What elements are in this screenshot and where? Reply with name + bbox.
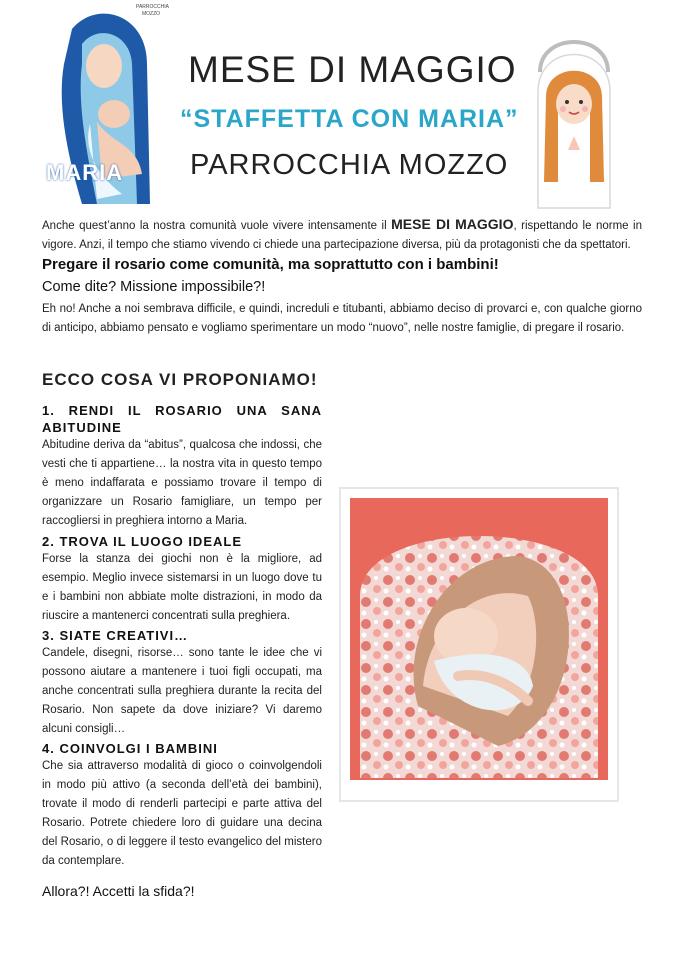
intro-answer: Eh no! Anche a noi sembrava difficile, e quindi, increduli e titubanti, abbiamo deciso di provarci e, con qualche giorno di anticipo, abbiamo pensato e vogliamo sperimentare un modo “nuovo”, nelle nostre famiglie, di pregare il rosario. bbox=[42, 303, 642, 334]
madonna-child-picture bbox=[338, 486, 620, 803]
proposals-heading: ECCO COSA VI PROPONIAMO! bbox=[42, 370, 318, 389]
parish-name: PARROCCHIA MOZZO bbox=[190, 149, 509, 181]
proposal-3-title: 3. SIATE CREATIVI… bbox=[42, 628, 189, 643]
proposal-3 bbox=[42, 627, 322, 739]
proposal-3-text: Candele, disegni, risorse… sono tante le idee che vi possono aiutare a mantenere i tuoi figli occupati, ma anche concentrati sulla preghiera durante la recita del Rosario. Non sapete da dove iniziare? Vi daremo alcuni consigli… bbox=[42, 647, 322, 735]
page-subtitle: “STAFFETTA CON MARIA” bbox=[180, 105, 519, 133]
proposal-1-text: Abitudine deriva da “abitus”, qualcosa che indossi, che vesti che ti appartiene… la nostra vita in questo tempo è meno indaffarata e possiamo trovare il tempo di organizzare un Rosario famigliare, un tempo per raccogliersi in preghiera intorno a Maria. bbox=[42, 439, 322, 527]
intro-question: Come dite? Missione impossibile?! bbox=[42, 279, 266, 295]
proposal-2-text: Forse la stanza dei giochi non è la migliore, ad esempio. Meglio invece sistemarsi in un luogo dove tu e i bambini non abbiate molte distrazioni, in modo da riuscire a mantenerci concentrati sulla preghiera. bbox=[42, 553, 322, 622]
proposal-4-title: 4. COINVOLGI I BAMBINI bbox=[42, 741, 218, 756]
intro-heading: Pregare il rosario come comunità, ma soprattutto con i bambini! bbox=[42, 256, 499, 273]
highlight-month: MESE DI MAGGIO bbox=[391, 216, 514, 232]
proposal-2 bbox=[42, 533, 322, 626]
intro-paragraph: Anche quest’anno la nostra comunità vuole vivere intensamente il MESE DI MAGGIO, rispettando le norme in vigore. Anzi, il tempo che stiamo vivendo ci chiede una partecipazione diversa, più da protagonisti che da spettatori. bbox=[42, 216, 642, 251]
logo-word: MARIA bbox=[46, 160, 124, 185]
proposal-1-title: 1. RENDI IL ROSARIO UNA SANA ABITUDINE bbox=[42, 403, 322, 435]
page-title: MESE DI MAGGIO bbox=[188, 49, 517, 90]
proposal-1 bbox=[42, 402, 322, 531]
mary-doll-illustration bbox=[528, 32, 620, 210]
closing-question: Allora?! Accetti la sfida?! bbox=[42, 883, 195, 899]
logo-small-text: PARROCCHIA MOZZO bbox=[136, 4, 169, 17]
proposal-2-title: 2. TROVA IL LUOGO IDEALE bbox=[42, 534, 242, 549]
proposal-4-text: Che sia attraverso modalità di gioco o coinvolgendoli in modo più attivo (a seconda dell’età dei bambini), trovate il modo di renderli partecipi e parte attiva del Rosario. Potrete chiedere loro di guidare una decina del Rosario, o di leggere il testo evangelico del mistero da contemplare. bbox=[42, 760, 322, 867]
proposal-4 bbox=[42, 740, 322, 871]
